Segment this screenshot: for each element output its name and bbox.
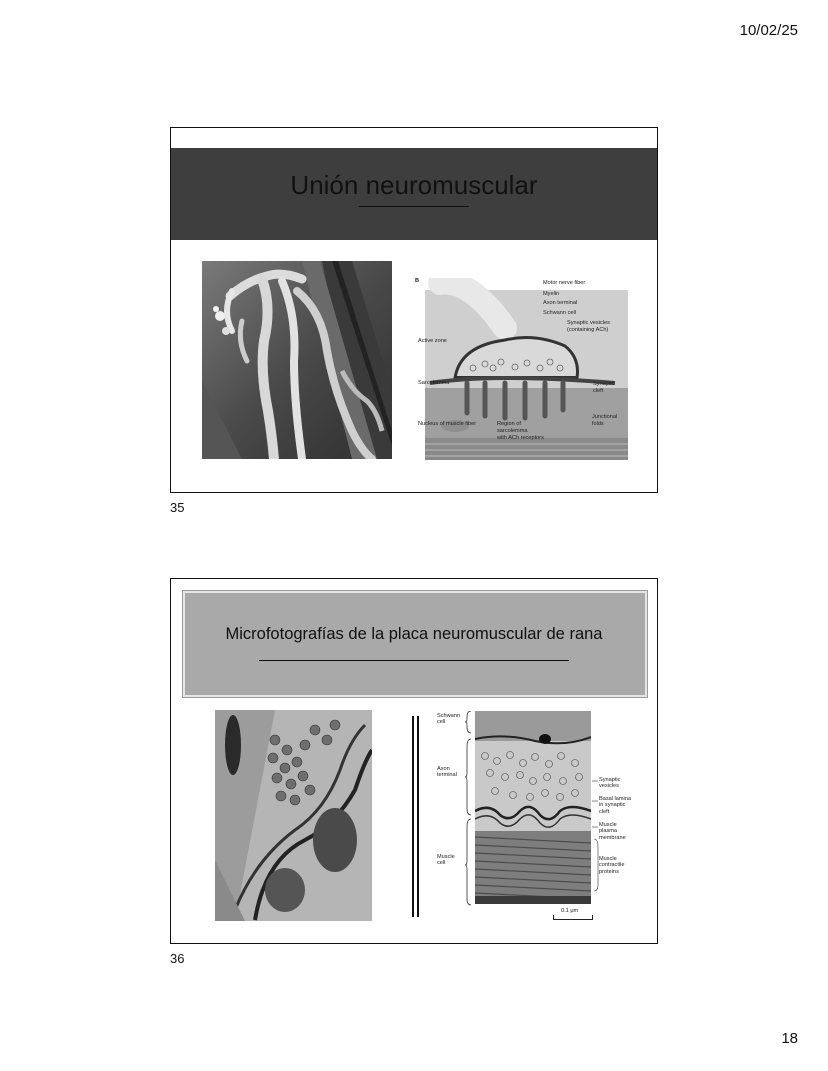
label-synaptic-vesicles: Synaptic vesicles [567,320,610,326]
slide-title-bar [183,591,647,697]
label-muscle-contractile-proteins: Muscle contractile proteins [599,856,625,875]
label-myelin: Myelin [543,291,560,297]
right-bracket-lines [592,777,600,892]
separator-line [412,716,414,917]
page-number: 18 [781,1030,798,1047]
label-junctional-folds: Junctional [592,414,618,420]
label-active-zone: Active zone [418,338,447,344]
sem-micrograph-illustration [202,261,392,459]
bracket-lines [465,711,473,911]
tem-micrograph-illustration [215,710,372,921]
label-sarcolemma: Sarcolemma [418,380,450,386]
label-axon-terminal: Axon terminal [543,300,578,306]
label-junctional-folds-2: folds [592,421,604,427]
document-date: 10/02/25 [739,22,798,39]
label-region-2: sarcolemma [497,428,528,434]
panel-letter: B [415,278,420,284]
slide-35 [170,127,658,493]
label-schwann-cell: Schwann cell [437,713,461,726]
slide-title: Microfotografías de la placa neuromuscular de rana [225,625,603,643]
slide-number-35: 35 [170,500,185,515]
label-synaptic-vesicles: Synaptic vesicles [599,777,621,790]
title-underline [359,206,469,207]
label-motor-nerve-fiber: Motor nerve fiber [543,280,586,286]
label-region-3: with ACh receptors [497,435,544,441]
labeled-em-micrograph [475,711,591,904]
label-synaptic-cleft: Synaptic [593,381,615,387]
label-schwann-cell: Schwann cell [543,310,576,316]
label-muscle-plasma-membrane: Muscle plasma membrane [599,822,626,841]
separator-line [417,716,419,917]
slide-36 [170,578,658,944]
sem-micrograph [202,261,392,459]
labeled-em-illustration [475,711,591,904]
label-nucleus: Nucleus of muscle fiber [418,421,477,427]
slide-number-36: 36 [170,951,185,966]
label-muscle-cell: Muscle cell [437,854,455,867]
label-synaptic-vesicles-2: (containing ACh) [567,327,609,333]
label-region: Region of [497,421,521,427]
title-underline [259,660,569,661]
label-axon-terminal: Axon terminal [437,766,457,779]
slide-title: Unión neuromuscular [290,170,538,200]
nmj-diagram [415,278,628,460]
label-basal-lamina: Basal lamina in synaptic cleft [599,796,632,815]
scale-bar [553,915,593,920]
label-synaptic-cleft-2: cleft [593,388,604,394]
scale-bar-label: 0.1 μm [561,908,579,914]
tem-micrograph [215,710,372,921]
